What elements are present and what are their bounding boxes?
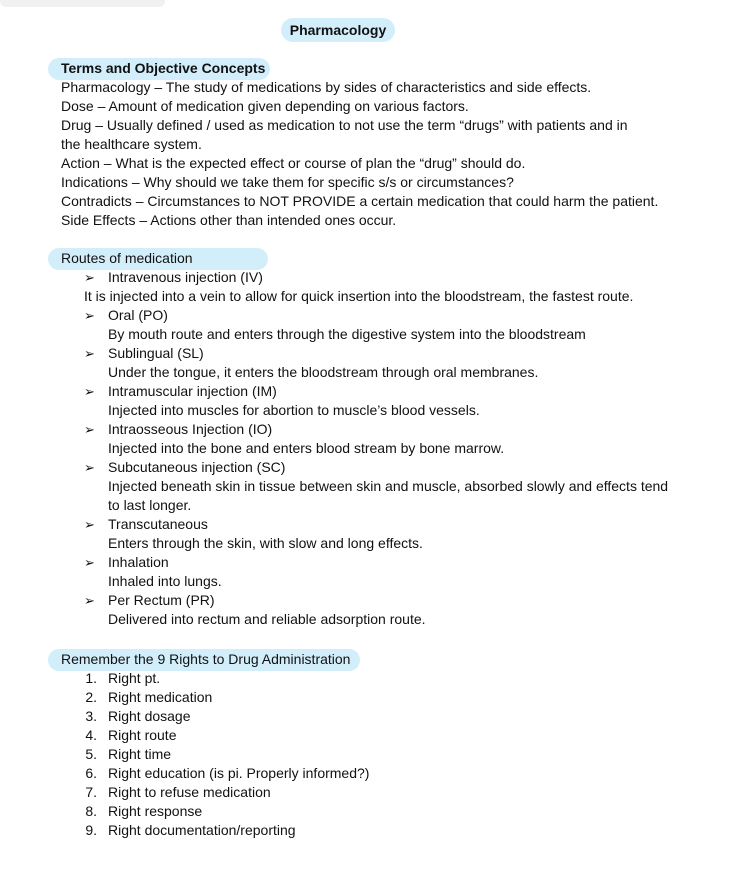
route-name: Transcutaneous	[108, 516, 208, 532]
right-item: Right to refuse medication	[108, 784, 271, 800]
term-line: Pharmacology – The study of medications by sides of characteristics and side effects.	[61, 79, 592, 95]
top-fade-bar	[0, 0, 165, 7]
term-line: Action – What is the expected effect or course of plan the “drug” should do.	[61, 155, 526, 171]
terms-heading: Terms and Objective Concepts	[61, 60, 266, 76]
list-number: 4.	[85, 727, 97, 743]
list-number: 5.	[85, 746, 97, 762]
list-number: 1.	[85, 670, 97, 686]
bullet-arrow-icon: ➢	[84, 460, 95, 475]
right-item: Right education (is pi. Properly informed?)	[108, 765, 370, 781]
route-desc: Delivered into rectum and reliable adsorption route.	[108, 611, 426, 627]
route-desc: It is injected into a vein to allow for quick insertion into the bloodstream, the fastest route.	[84, 288, 634, 304]
bullet-arrow-icon: ➢	[84, 346, 95, 361]
right-item: Right time	[108, 746, 172, 762]
route-desc: By mouth route and enters through the digestive system into the bloodstream	[108, 326, 586, 342]
term-line: the healthcare system.	[61, 136, 202, 152]
term-line: Indications – Why should we take them for specific s/s or circumstances?	[61, 174, 514, 190]
rights-heading: Remember the 9 Rights to Drug Administration	[61, 651, 351, 667]
routes-heading: Routes of medication	[61, 250, 193, 266]
list-number: 2.	[85, 689, 97, 705]
route-name: Intramuscular injection (IM)	[108, 383, 277, 399]
route-desc: Injected into muscles for abortion to muscle’s blood vessels.	[108, 402, 480, 418]
bullet-arrow-icon: ➢	[84, 308, 95, 323]
route-name: Sublingual (SL)	[108, 345, 204, 361]
route-name: Oral (PO)	[108, 307, 168, 323]
route-desc: Inhaled into lungs.	[108, 573, 222, 589]
term-line: Side Effects – Actions other than intended ones occur.	[61, 212, 397, 228]
list-number: 9.	[85, 822, 97, 838]
page-title: Pharmacology	[281, 18, 395, 42]
bullet-arrow-icon: ➢	[84, 422, 95, 437]
bullet-arrow-icon: ➢	[84, 517, 95, 532]
list-number: 3.	[85, 708, 97, 724]
right-item: Right response	[108, 803, 203, 819]
right-item: Right dosage	[108, 708, 191, 724]
route-name: Subcutaneous injection (SC)	[108, 459, 286, 475]
route-name: Inhalation	[108, 554, 169, 570]
right-item: Right medication	[108, 689, 213, 705]
bullet-arrow-icon: ➢	[84, 593, 95, 608]
route-desc: Enters through the skin, with slow and long effects.	[108, 535, 423, 551]
list-number: 6.	[85, 765, 97, 781]
route-desc: to last longer.	[108, 497, 192, 513]
bullet-arrow-icon: ➢	[84, 555, 95, 570]
bullet-arrow-icon: ➢	[84, 384, 95, 399]
right-item: Right route	[108, 727, 177, 743]
term-line: Contradicts – Circumstances to NOT PROVIDE a certain medication that could harm the patient.	[61, 193, 659, 209]
bullet-arrow-icon: ➢	[84, 270, 95, 285]
term-line: Drug – Usually defined / used as medication to not use the term “drugs” with patients and in	[61, 117, 628, 133]
route-desc: Injected into the bone and enters blood stream by bone marrow.	[108, 440, 505, 456]
route-name: Intravenous injection (IV)	[108, 269, 263, 285]
route-name: Intraosseous Injection (IO)	[108, 421, 273, 437]
term-line: Dose – Amount of medication given depending on various factors.	[61, 98, 469, 114]
list-number: 7.	[85, 784, 97, 800]
route-desc: Under the tongue, it enters the bloodstream through oral membranes.	[108, 364, 539, 380]
route-desc: Injected beneath skin in tissue between skin and muscle, absorbed slowly and effects tend	[108, 478, 669, 494]
route-name: Per Rectum (PR)	[108, 592, 215, 608]
right-item: Right pt.	[108, 670, 161, 686]
list-number: 8.	[85, 803, 97, 819]
right-item: Right documentation/reporting	[108, 822, 296, 838]
